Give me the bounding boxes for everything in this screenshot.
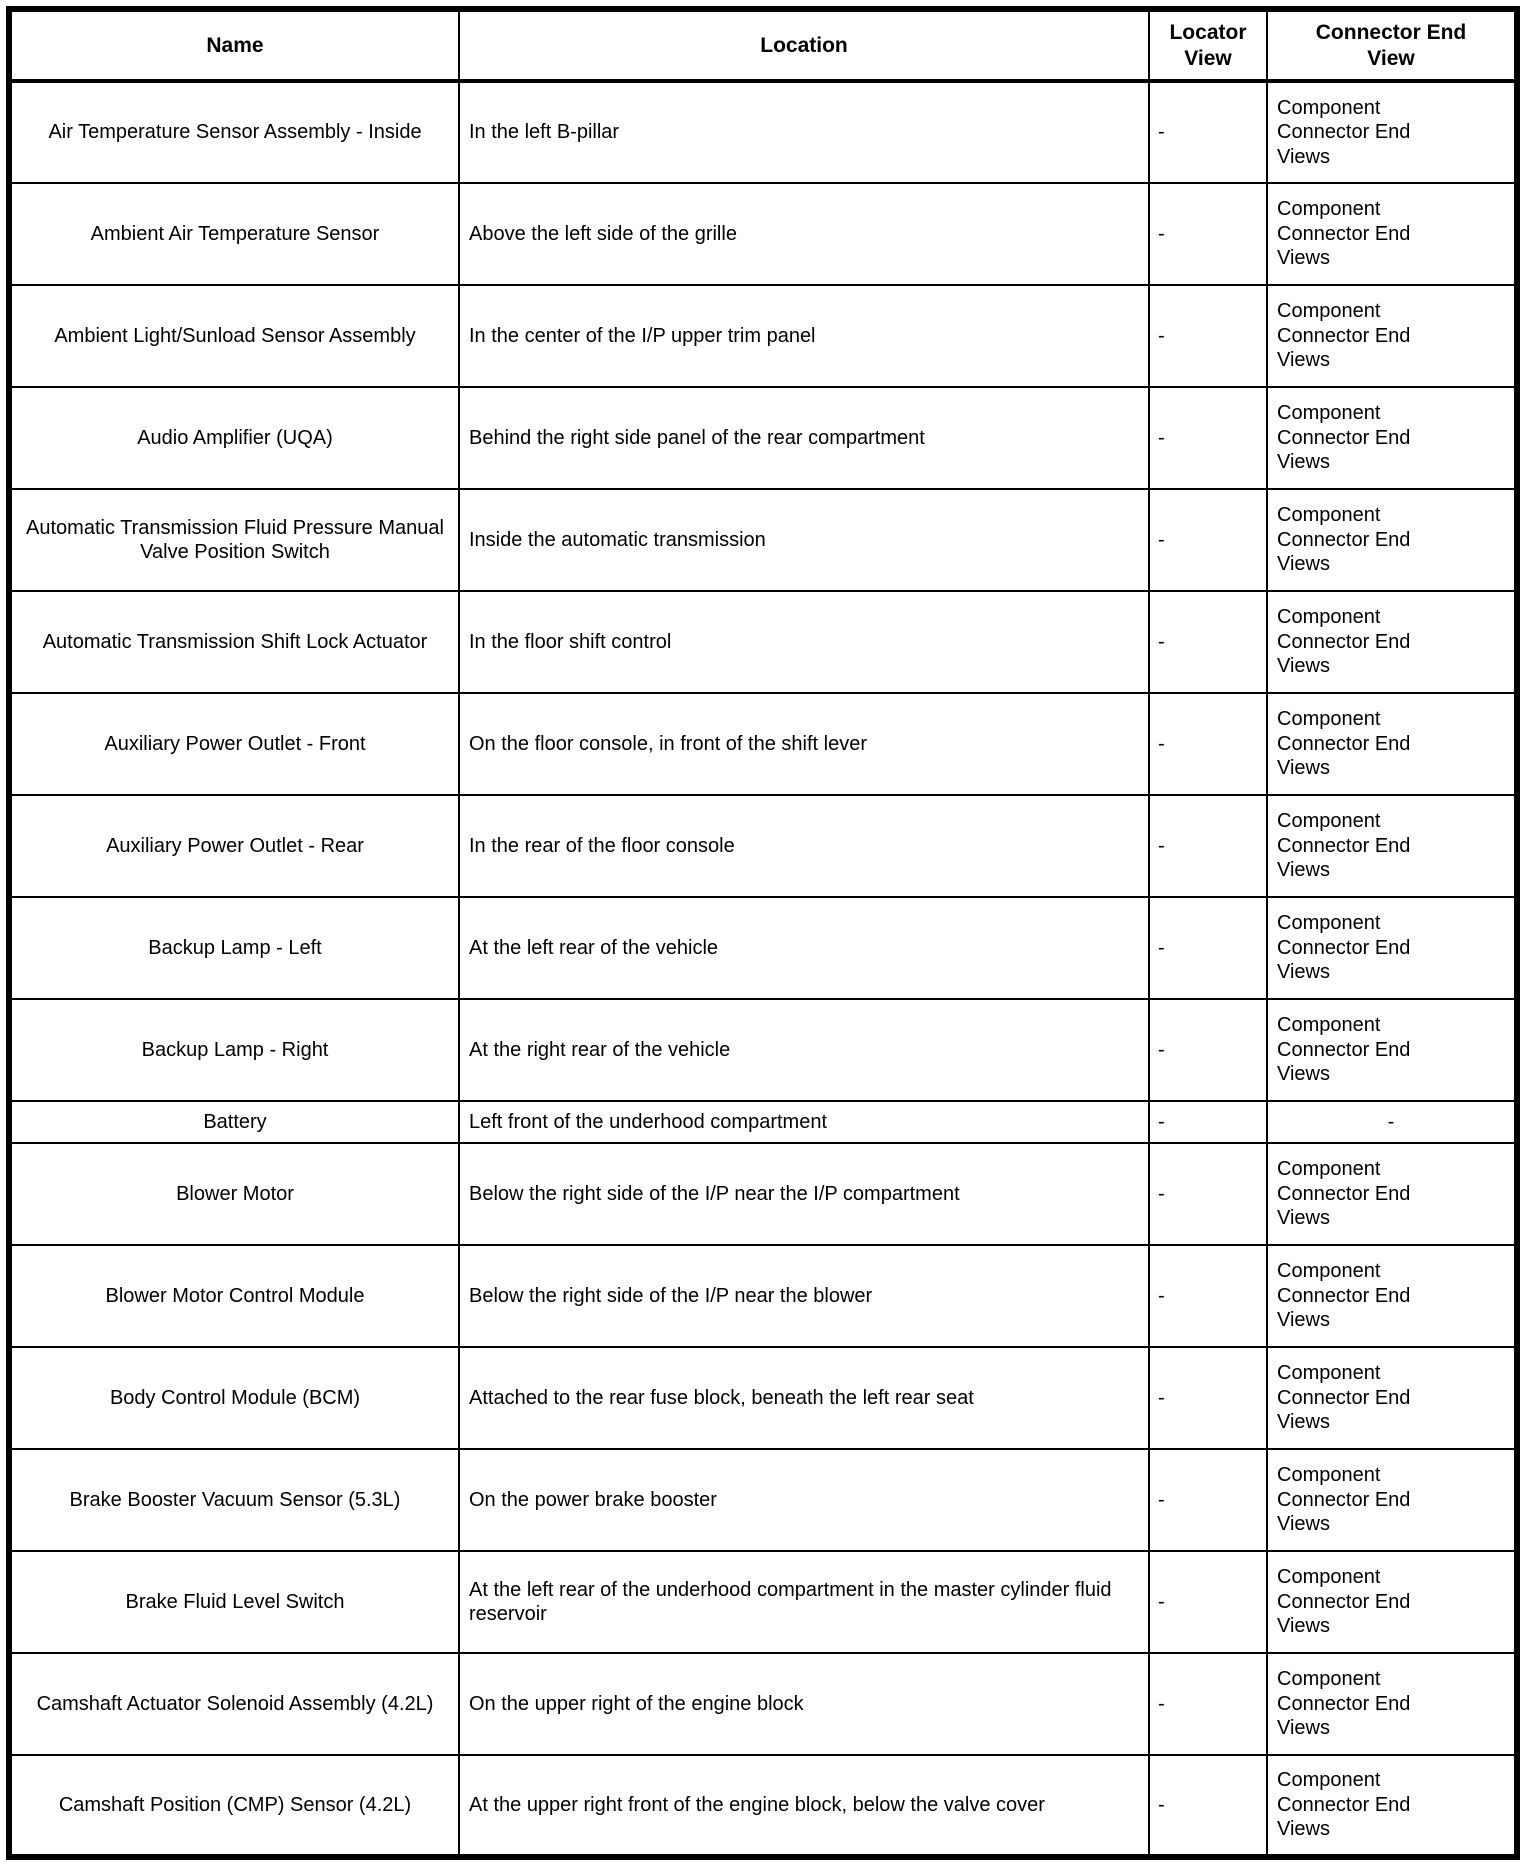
component-location-cell: At the right rear of the vehicle xyxy=(459,999,1149,1101)
table-row xyxy=(9,285,1517,387)
column-header-connector-end-view: Connector End View xyxy=(1267,9,1517,81)
component-location-cell: On the upper right of the engine block xyxy=(459,1653,1149,1755)
component-location-cell: At the left rear of the underhood compartment in the master cylinder fluid reservoir xyxy=(459,1551,1149,1653)
connector-end-view-cell: Component Connector End Views xyxy=(1267,897,1517,999)
locator-view-cell: - xyxy=(1149,285,1267,387)
locator-view-cell: - xyxy=(1149,1755,1267,1857)
table-row xyxy=(9,1347,1517,1449)
table-row xyxy=(9,81,1517,183)
component-location-cell: In the left B-pillar xyxy=(459,81,1149,183)
connector-end-view-cell: Component Connector End Views xyxy=(1267,489,1517,591)
connector-end-view-cell: Component Connector End Views xyxy=(1267,1347,1517,1449)
locator-view-cell: - xyxy=(1149,795,1267,897)
connector-end-view-cell: Component Connector End Views xyxy=(1267,999,1517,1101)
component-name-cell: Body Control Module (BCM) xyxy=(9,1347,459,1449)
table-row xyxy=(9,489,1517,591)
locator-view-cell: - xyxy=(1149,1245,1267,1347)
connector-end-view-cell: Component Connector End Views xyxy=(1267,795,1517,897)
component-location-cell: On the floor console, in front of the shift lever xyxy=(459,693,1149,795)
component-name-cell: Ambient Air Temperature Sensor xyxy=(9,183,459,285)
connector-end-view-cell: Component Connector End Views xyxy=(1267,285,1517,387)
component-name-cell: Battery xyxy=(9,1101,459,1143)
connector-end-view-cell: - xyxy=(1267,1101,1517,1143)
locator-view-cell: - xyxy=(1149,999,1267,1101)
locator-view-cell: - xyxy=(1149,1101,1267,1143)
table-header xyxy=(9,9,1517,81)
locator-view-cell: - xyxy=(1149,693,1267,795)
locator-view-cell: - xyxy=(1149,1653,1267,1755)
locator-view-cell: - xyxy=(1149,591,1267,693)
component-name-cell: Auxiliary Power Outlet - Rear xyxy=(9,795,459,897)
table-row xyxy=(9,897,1517,999)
table-row xyxy=(9,387,1517,489)
component-location-cell: At the upper right front of the engine block, below the valve cover xyxy=(459,1755,1149,1857)
component-name-cell: Auxiliary Power Outlet - Front xyxy=(9,693,459,795)
connector-end-view-cell: Component Connector End Views xyxy=(1267,183,1517,285)
component-name-cell: Blower Motor xyxy=(9,1143,459,1245)
locator-view-cell: - xyxy=(1149,81,1267,183)
table-row xyxy=(9,1101,1517,1143)
table-body xyxy=(9,81,1517,1857)
table-row xyxy=(9,1653,1517,1755)
component-name-cell: Backup Lamp - Right xyxy=(9,999,459,1101)
component-location-cell: Behind the right side panel of the rear compartment xyxy=(459,387,1149,489)
table-row xyxy=(9,1755,1517,1857)
connector-end-view-cell: Component Connector End Views xyxy=(1267,1245,1517,1347)
component-name-cell: Brake Fluid Level Switch xyxy=(9,1551,459,1653)
component-name-cell: Camshaft Position (CMP) Sensor (4.2L) xyxy=(9,1755,459,1857)
locator-view-cell: - xyxy=(1149,183,1267,285)
component-location-table xyxy=(6,6,1520,1860)
locator-view-cell: - xyxy=(1149,1551,1267,1653)
table-row xyxy=(9,693,1517,795)
component-name-cell: Automatic Transmission Fluid Pressure Manual Valve Position Switch xyxy=(9,489,459,591)
locator-view-cell: - xyxy=(1149,1449,1267,1551)
connector-end-view-cell: Component Connector End Views xyxy=(1267,1653,1517,1755)
component-name-cell: Blower Motor Control Module xyxy=(9,1245,459,1347)
connector-end-view-cell: Component Connector End Views xyxy=(1267,1449,1517,1551)
connector-end-view-cell: Component Connector End Views xyxy=(1267,693,1517,795)
connector-end-view-cell: Component Connector End Views xyxy=(1267,387,1517,489)
component-location-cell: In the rear of the floor console xyxy=(459,795,1149,897)
table-row xyxy=(9,591,1517,693)
component-name-cell: Backup Lamp - Left xyxy=(9,897,459,999)
component-location-cell: In the floor shift control xyxy=(459,591,1149,693)
column-header-location: Location xyxy=(459,9,1149,81)
connector-end-view-cell: Component Connector End Views xyxy=(1267,1551,1517,1653)
connector-end-view-cell: Component Connector End Views xyxy=(1267,1143,1517,1245)
locator-view-cell: - xyxy=(1149,387,1267,489)
table-row xyxy=(9,183,1517,285)
column-header-locator-view: Locator View xyxy=(1149,9,1267,81)
component-name-cell: Camshaft Actuator Solenoid Assembly (4.2L) xyxy=(9,1653,459,1755)
component-name-cell: Air Temperature Sensor Assembly - Inside xyxy=(9,81,459,183)
table-row xyxy=(9,795,1517,897)
connector-end-view-cell: Component Connector End Views xyxy=(1267,591,1517,693)
component-location-cell: Below the right side of the I/P near the blower xyxy=(459,1245,1149,1347)
table-row xyxy=(9,1245,1517,1347)
component-location-cell: Left front of the underhood compartment xyxy=(459,1101,1149,1143)
table-header-row xyxy=(9,9,1517,81)
component-name-cell: Ambient Light/Sunload Sensor Assembly xyxy=(9,285,459,387)
component-location-cell: Above the left side of the grille xyxy=(459,183,1149,285)
component-name-cell: Brake Booster Vacuum Sensor (5.3L) xyxy=(9,1449,459,1551)
column-header-name: Name xyxy=(9,9,459,81)
connector-end-view-cell: Component Connector End Views xyxy=(1267,1755,1517,1857)
locator-view-cell: - xyxy=(1149,897,1267,999)
table-row xyxy=(9,1143,1517,1245)
locator-view-cell: - xyxy=(1149,1143,1267,1245)
locator-view-cell: - xyxy=(1149,489,1267,591)
component-location-cell: On the power brake booster xyxy=(459,1449,1149,1551)
connector-end-view-cell: Component Connector End Views xyxy=(1267,81,1517,183)
table-row xyxy=(9,1449,1517,1551)
component-location-cell: Inside the automatic transmission xyxy=(459,489,1149,591)
locator-view-cell: - xyxy=(1149,1347,1267,1449)
component-location-cell: At the left rear of the vehicle xyxy=(459,897,1149,999)
component-location-cell: Attached to the rear fuse block, beneath the left rear seat xyxy=(459,1347,1149,1449)
component-location-cell: In the center of the I/P upper trim panel xyxy=(459,285,1149,387)
component-name-cell: Automatic Transmission Shift Lock Actuator xyxy=(9,591,459,693)
table-row xyxy=(9,1551,1517,1653)
table-row xyxy=(9,999,1517,1101)
component-location-cell: Below the right side of the I/P near the I/P compartment xyxy=(459,1143,1149,1245)
component-name-cell: Audio Amplifier (UQA) xyxy=(9,387,459,489)
